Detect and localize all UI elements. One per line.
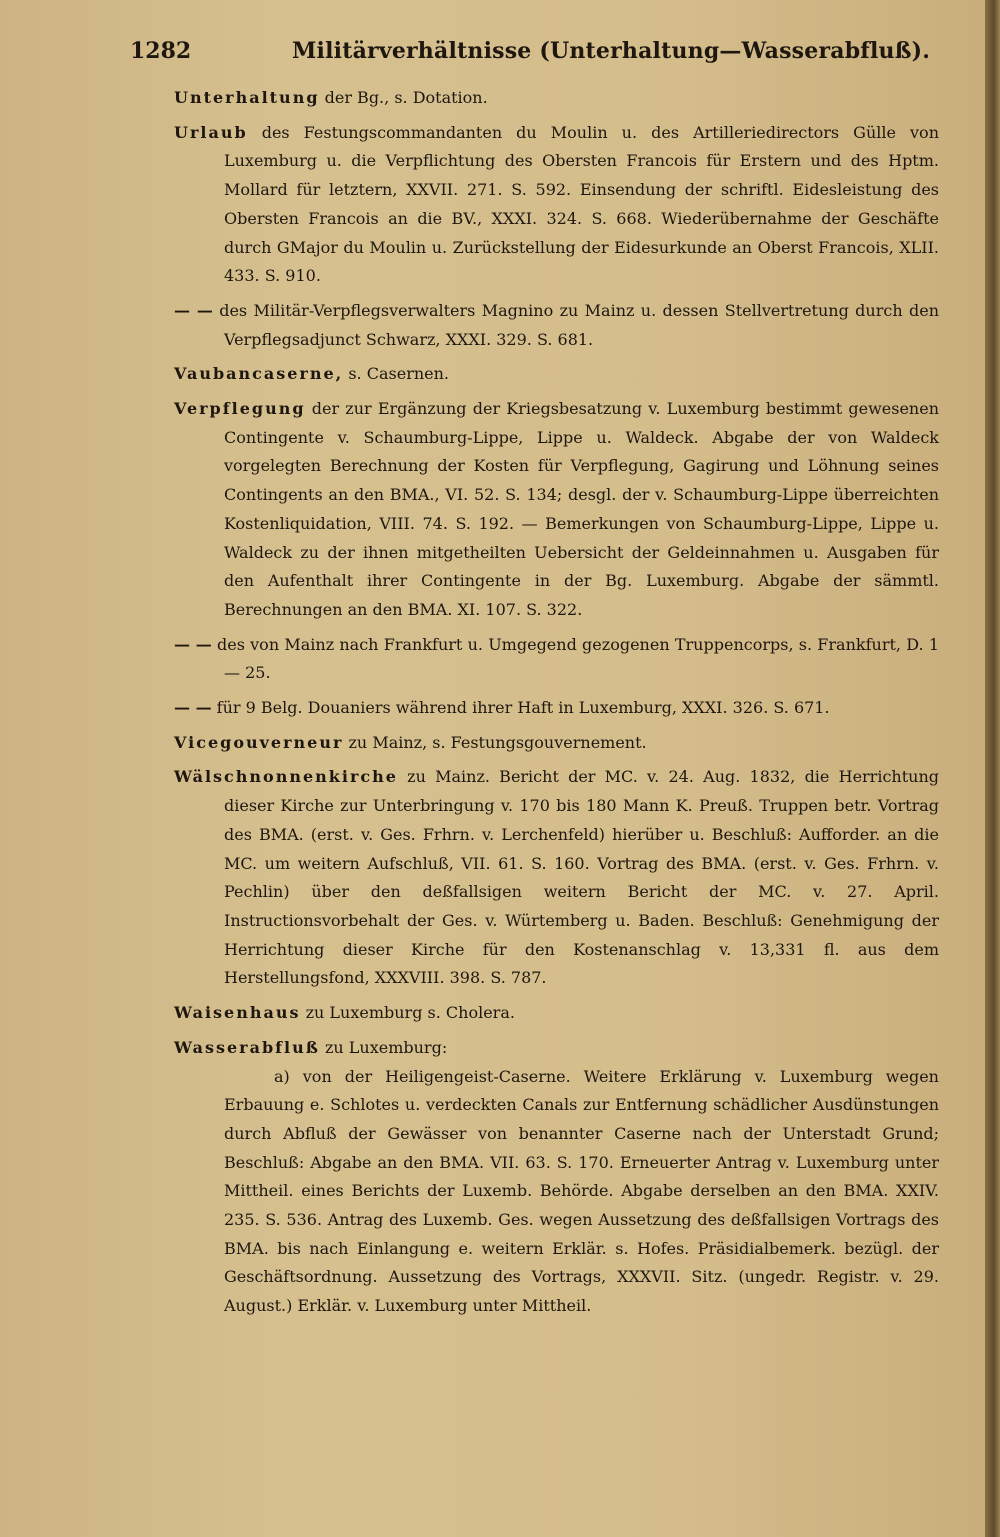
- entry-text: des Festungscommandanten du Moulin u. des Artilleriedirectors Gülle von Luxemburg u. die Verpflichtung des Obersten Francois für Erstern und des Hptm. Mollard für letztern, XXVII. 271. S. 592. Einsendung der schriftl. Eidesleistung des Obersten Francois an die BV., XXXI. 324. S. 668. Wiederübernahme der Geschäfte durch GMajor du Moulin u. Zurückstellung der Eidesurkunde an Oberst Francois, XLII. 433. S. 910.: [224, 122, 939, 286]
- entry-text: zu Luxemburg s. Cholera.: [305, 1003, 515, 1023]
- entry-text: zu Mainz. Bericht der MC. v. 24. Aug. 1832, die Herrichtung dieser Kirche zur Unterbringung v. 170 bis 180 Mann K. Preuß. Truppen betr. Vortrag des BMA. (erst. v. Ges. Frhrn. v. Lerchenfeld) hierüber u. Beschluß: Aufforder. an die MC. um weitern Aufschluß, VII. 61. S. 160. Vortrag des BMA. (erst. v. Ges. Frhrn. v. Pechlin) über den deßfallsigen weitern Bericht der MC. v. 27. April. Instructionsvorbehalt der Ges. v. Würtemberg u. Baden. Beschluß: Genehmigung der Herrichtung dieser Kirche für den Kostenanschlag v. 13,331 fl. aus dem Herstellungsfond, XXXVIII. 398. S. 787.: [224, 767, 939, 988]
- index-content: [174, 84, 939, 1321]
- entry-keyword: Wasserabfluß: [174, 1037, 320, 1057]
- index-entry: [174, 999, 939, 1028]
- entry-text: für 9 Belg. Douaniers während ihrer Haft in Luxemburg, XXXI. 326. S. 671.: [216, 698, 830, 718]
- entry-text: der Bg., s. Dotation.: [324, 88, 488, 107]
- running-title: Militärverhältnisse (Unterhaltung—Wasserabfluß).: [292, 38, 931, 64]
- entry-text: zu Luxemburg:: [324, 1037, 448, 1057]
- entry-keyword: — —: [174, 634, 212, 654]
- index-entry: [174, 729, 939, 758]
- entry-text: s. Casernen.: [348, 364, 449, 384]
- entry-keyword: Wälschnonnenkirche: [174, 767, 398, 787]
- entry-text: des von Mainz nach Frankfurt u. Umgegend gezogenen Truppencorps, s. Frankfurt, D. 1 — 25.: [216, 634, 939, 683]
- index-entry: [174, 84, 939, 113]
- entry-keyword: Waisenhaus: [174, 1003, 301, 1023]
- sub-entry-text: von der Heiligengeist-Caserne. Weitere Erklärung v. Luxemburg wegen Erbauung e. Schlotes u. verdeckten Canals zur Entfernung schädlicher Ausdünstungen durch Abfluß der Gewässer von benannter Caserne nach der Unterstadt Grund; Beschluß: Abgabe an den BMA. VII. 63. S. 170. Erneuerter Antrag v. Luxemburg unter Mittheil. eines Berichts der Luxemb. Behörde. Abgabe derselben an den BMA. XXIV. 235. S. 536. Antrag des Luxemb. Ges. wegen Aussetzung des deßfallsigen Vortrags des BMA. bis nach Einlangung e. weitern Erklär. s. Hofes. Präsidialbemerk. bezügl. der Geschäftsordnung. Aussetzung des Vortrags, XXXVII. Sitz. (ungedr. Registr. v. 29. August.) Erklär. v. Luxemburg unter Mittheil.: [224, 1066, 939, 1316]
- entry-keyword: Verpflegung: [174, 399, 306, 419]
- index-entry: [174, 395, 939, 625]
- page-edge-shadow: [985, 0, 1000, 1537]
- entry-text: des Militär-Verpflegsverwalters Magnino zu Mainz u. dessen Stellvertretung durch den Verpflegsadjunct Schwarz, XXXI. 329. S. 681.: [219, 300, 940, 349]
- sub-entry-label: a): [274, 1066, 290, 1086]
- entry-keyword: Vicegouverneur: [174, 732, 344, 752]
- index-entry: [174, 1034, 939, 1063]
- entry-keyword: — —: [174, 698, 212, 718]
- page-number: 1282: [130, 38, 192, 64]
- index-entry: [174, 360, 939, 389]
- index-entry: [174, 694, 939, 723]
- entry-keyword: Vaubancaserne,: [174, 364, 344, 384]
- index-entry: [174, 119, 939, 291]
- index-entry: [174, 297, 939, 354]
- entry-keyword: Urlaub: [174, 122, 248, 142]
- entry-keyword: Unterhaltung: [174, 88, 320, 107]
- page-header: [130, 38, 970, 78]
- entry-text: der zur Ergänzung der Kriegsbesatzung v. Luxemburg bestimmt gewesenen Contingente v. Schaumburg-Lippe, Lippe u. Waldeck. Abgabe der von Waldeck vorgelegten Berechnung der Kosten für Verpflegung, Gagirung und Löhnung seines Contingents an den BMA., VI. 52. S. 134; desgl. der v. Schaumburg-Lippe überreichten Kostenliquidation, VIII. 74. S. 192. — Bemerkungen von Schaumburg-Lippe, Lippe u. Waldeck zu der ihnen mitgetheilten Uebersicht der Geldeinnahmen u. Ausgaben für den Aufenthalt ihrer Contingente in der Bg. Luxemburg. Abgabe der sämmtl. Berechnungen an den BMA. XI. 107. S. 322.: [224, 399, 939, 619]
- index-entry: [174, 631, 939, 688]
- entry-keyword: — —: [174, 300, 213, 320]
- index-entry: [174, 763, 939, 993]
- sub-entry: [174, 1063, 939, 1321]
- entry-text: zu Mainz, s. Festungsgouvernement.: [348, 732, 647, 752]
